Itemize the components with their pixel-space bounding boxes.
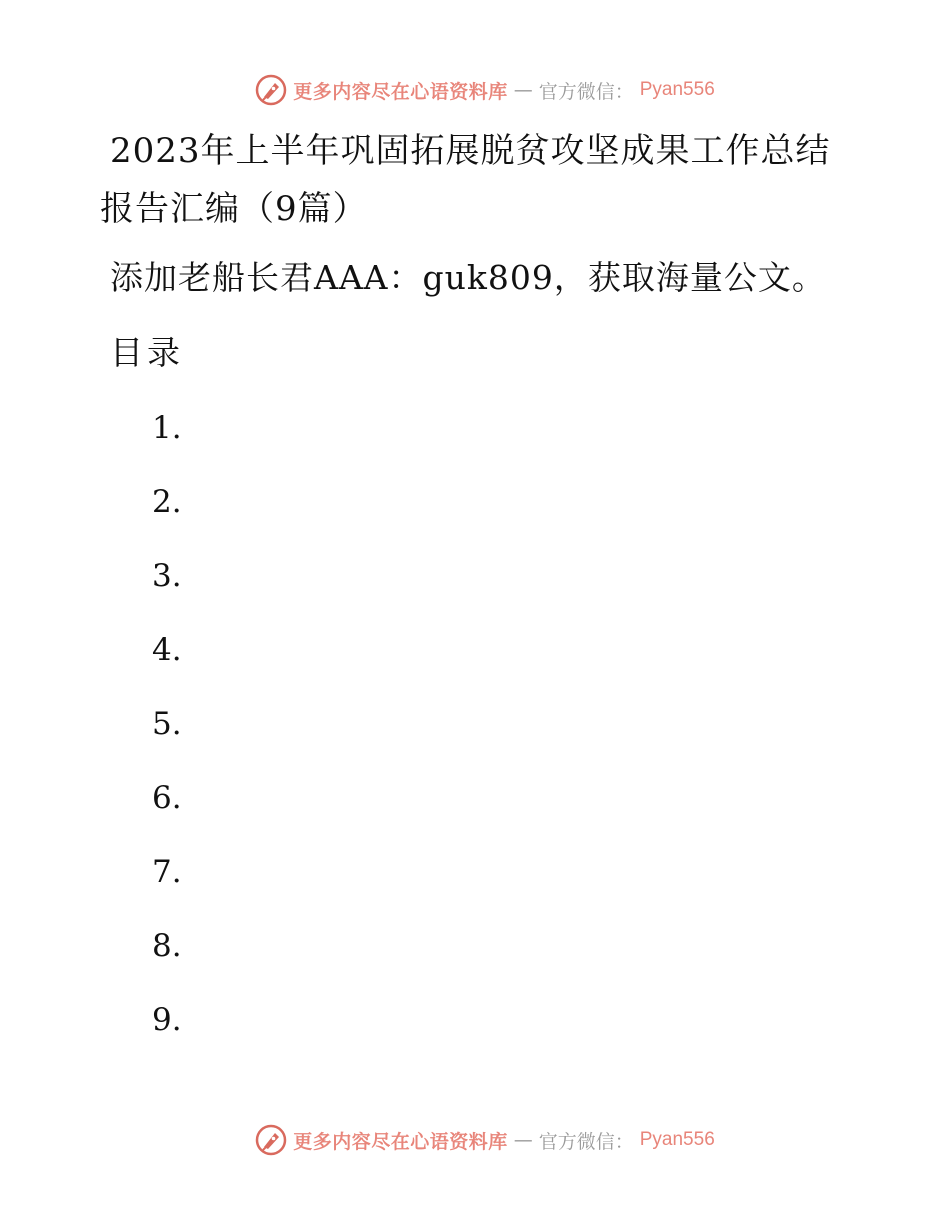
toc-item-9: 9. [152, 1002, 182, 1038]
toc-heading: 目录 [110, 333, 184, 372]
toc-item-4: 4. [152, 632, 182, 668]
watermark-dash: — [513, 79, 533, 101]
toc-item-2: 2. [152, 484, 182, 520]
watermark-dash: — [513, 1129, 533, 1151]
top-watermark-banner [0, 70, 950, 110]
watermark-brand-text: 更多内容尽在心语资料库 [293, 80, 508, 103]
watermark-wechat-label: 官方微信： [538, 80, 634, 103]
toc-item-6: 6. [152, 780, 182, 816]
pen-nib-logo-icon [255, 1124, 287, 1156]
document-title: 2023年上半年巩固拓展脱贫攻坚成果工作总结报告汇编（9篇） [100, 131, 831, 229]
toc-item-1: 1. [152, 410, 182, 446]
watermark-wechat-id: Pyan556 [639, 79, 715, 100]
bottom-watermark-banner [0, 1120, 950, 1160]
toc-item-7: 7. [152, 854, 182, 890]
watermark-brand-text: 更多内容尽在心语资料库 [293, 1130, 508, 1153]
watermark-wechat-label: 官方微信： [538, 1130, 634, 1153]
toc-item-3: 3. [152, 558, 182, 594]
toc-item-5: 5. [152, 706, 182, 742]
toc-item-8: 8. [152, 928, 182, 964]
pen-nib-logo-icon [255, 74, 287, 106]
wechat-promo-line: 添加老船长君AAA：guk809，获取海量公文。 [110, 258, 826, 297]
watermark-wechat-id: Pyan556 [639, 1129, 715, 1150]
toc-list [152, 403, 182, 1069]
